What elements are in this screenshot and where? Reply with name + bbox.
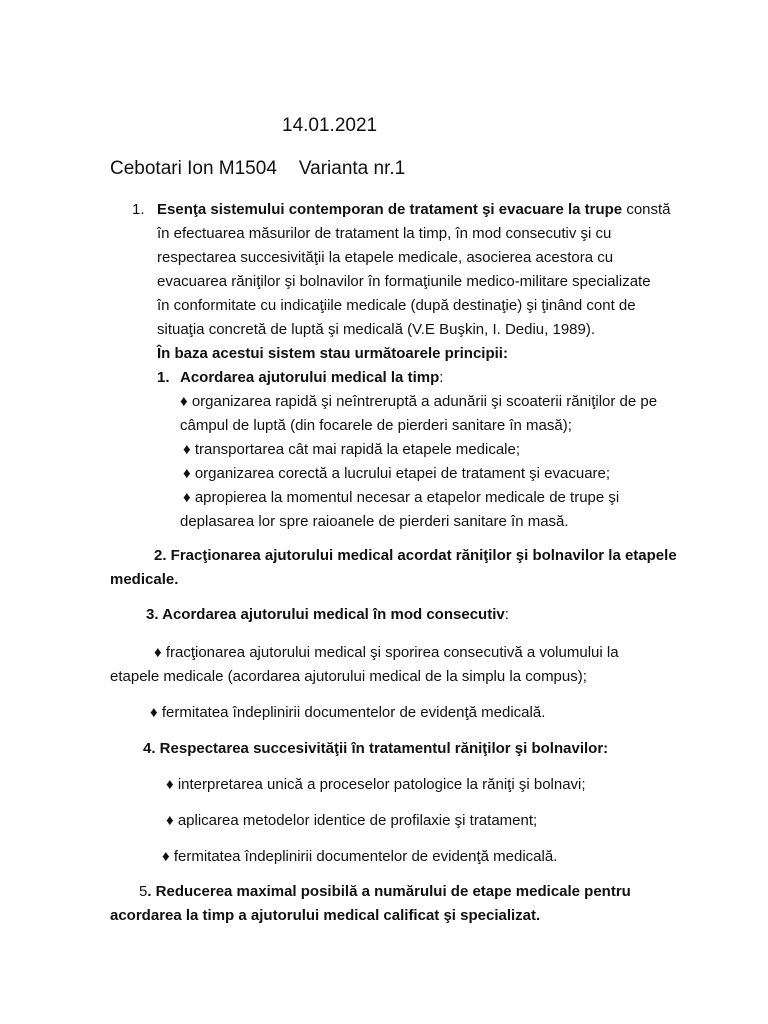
section1-line: situaţia concretă de luptă şi medicală (V.E Buşkin, I. Dediu, 1989). xyxy=(157,321,596,338)
principle1-title-text: Acordarea ajutorului medical la timp xyxy=(180,369,440,386)
principle3-title xyxy=(146,603,509,627)
document-header xyxy=(110,157,405,181)
principle1-colon: : xyxy=(439,369,444,386)
principle1-bullet-continuation: câmpul de luptă (din focarele de pierderi sanitare în masă); xyxy=(180,417,572,434)
principle1-number: 1. xyxy=(157,369,170,386)
principle1-bullet: ♦ apropierea la momentul necesar a etapelor medicale de trupe şi xyxy=(183,489,620,506)
principle3-title-text: 3. Acordarea ajutorului medical în mod consecutiv xyxy=(146,606,505,623)
principle5-title-text: . Reducerea maximal posibilă a numărului de etape medicale pentru xyxy=(147,883,631,900)
principles-intro: În baza acestui sistem stau următoarele principii: xyxy=(157,345,508,362)
section1-line: evacuarea răniţilor şi bolnavilor în formaţiunile medico-militare specializate xyxy=(157,273,651,290)
section1-title-bold: Esenţa sistemului contemporan de tratament şi evacuare la trupe xyxy=(157,201,623,218)
section1-line: în efectuarea măsurilor de tratament la timp, în mod consecutiv şi cu xyxy=(157,225,612,242)
principle1-title xyxy=(180,366,443,390)
principle4-title: 4. Respectarea succesivităţii în tratamentul răniţilor şi bolnavilor: xyxy=(143,740,609,757)
principle5-number: 5 xyxy=(139,883,148,900)
variant-label: Varianta nr.1 xyxy=(298,158,406,179)
section1-title xyxy=(157,198,671,222)
principle3-colon: : xyxy=(504,606,509,623)
principle1-bullet-continuation: deplasarea lor spre raioanele de pierderi sanitare în masă. xyxy=(180,513,569,530)
principle1-bullet: ♦ organizarea rapidă şi neîntreruptă a adunării şi scoaterii răniţilor de pe xyxy=(180,393,658,410)
section1-line: în conformitate cu indicaţiile medicale (după destinaţie) şi ţinând cont de xyxy=(157,297,636,314)
principle1-bullet: ♦ organizarea corectă a lucrului etapei de tratament şi evacuare; xyxy=(183,465,611,482)
principle2-title-continuation: medicale. xyxy=(110,571,179,588)
principle3-bullet-continuation: etapele medicale (acordarea ajutorului medical de la simplu la compus); xyxy=(110,668,587,685)
principle3-bullet: ♦ fermitatea îndeplinirii documentelor de evidenţă medicală. xyxy=(150,704,546,721)
principle4-bullet: ♦ fermitatea îndeplinirii documentelor de evidenţă medicală. xyxy=(162,848,558,865)
student-name: Cebotari Ion M1504 xyxy=(110,158,277,179)
principle4-bullet: ♦ interpretarea unică a proceselor patologice la răniţi şi bolnavi; xyxy=(166,776,586,793)
section1-number: 1. xyxy=(132,201,145,218)
document-date: 14.01.2021 xyxy=(282,115,378,136)
principle5-title-continuation: acordarea la timp a ajutorului medical calificat şi specializat. xyxy=(110,907,541,924)
section1-title-rest: constă xyxy=(622,201,671,218)
principle5-title xyxy=(139,880,631,904)
principle2-title: 2. Fracţionarea ajutorului medical acordat răniţilor şi bolnavilor la etapele xyxy=(154,547,677,564)
principle3-bullet: ♦ fracţionarea ajutorului medical şi sporirea consecutivă a volumului la xyxy=(154,644,619,661)
section1-line: respectarea succesivităţii la etapele medicale, asocierea acestora cu xyxy=(157,249,614,266)
principle1-bullet: ♦ transportarea cât mai rapidă la etapele medicale; xyxy=(183,441,521,458)
principle4-bullet: ♦ aplicarea metodelor identice de profilaxie şi tratament; xyxy=(166,812,538,829)
